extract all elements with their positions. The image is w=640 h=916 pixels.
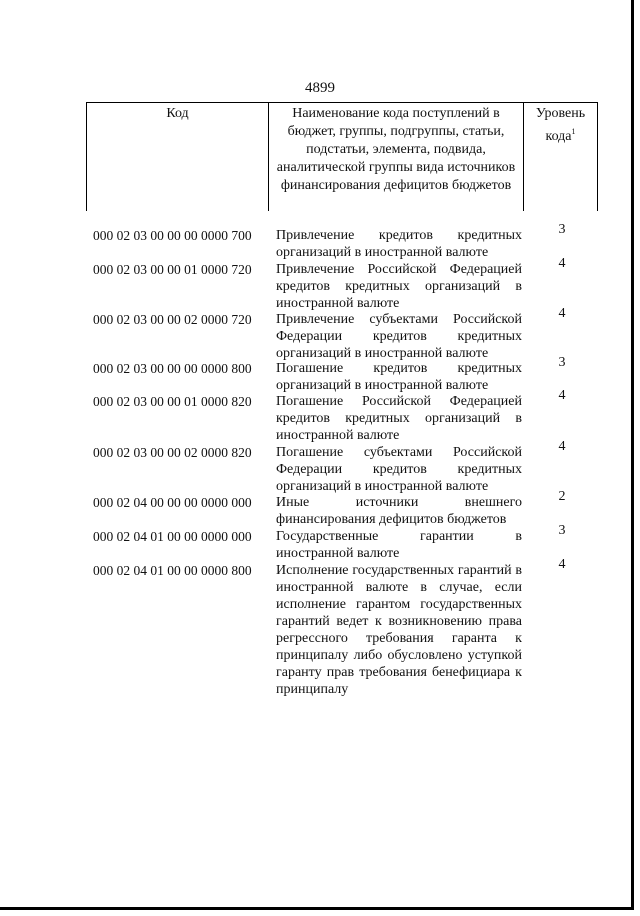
table-header xyxy=(86,102,598,210)
row-name: Погашение Российской Федерацией кредитов кредитных организаций в иностранной валюте xyxy=(276,394,522,443)
row-level: 4 xyxy=(558,256,566,271)
header-level xyxy=(523,103,598,211)
page-number: 4899 xyxy=(305,80,335,96)
header-level-label: Уровень кода xyxy=(535,106,586,144)
row-level: 4 xyxy=(558,388,566,403)
row-level: 3 xyxy=(558,355,566,370)
row-level: 4 xyxy=(558,557,566,572)
row-name: Исполнение государственных гарантий в иностранной валюте в случае, если исполнение гарантом государственных гарантий ведет к возникновению права регрессного требования гаранта к принципалу либо обусловлено уступкой гаранту прав требования бенефициара к принципалу xyxy=(276,563,522,697)
row-name: Привлечение кредитов кредитных организаций в иностранной валюте xyxy=(276,228,522,260)
header-level-footnote: 1 xyxy=(571,127,576,136)
row-level: 3 xyxy=(558,222,566,237)
row-code: 000 02 03 00 00 02 0000 820 xyxy=(93,445,252,460)
row-code: 000 02 04 01 00 00 0000 800 xyxy=(93,563,252,578)
header-code: Код xyxy=(86,103,269,211)
row-name: Погашение субъектами Российской Федерации кредитов кредитных организаций в иностранной валюте xyxy=(276,445,522,494)
row-code: 000 02 04 00 00 00 0000 000 xyxy=(93,495,252,510)
row-code: 000 02 03 00 00 00 0000 800 xyxy=(93,361,252,376)
row-name: Государственные гарантии в иностранной валюте xyxy=(276,529,522,561)
row-code: 000 02 03 00 00 02 0000 720 xyxy=(93,312,252,327)
row-name: Иные источники внешнего финансирования дефицитов бюджетов xyxy=(276,495,522,527)
row-code: 000 02 04 01 00 00 0000 000 xyxy=(93,529,252,544)
row-level: 4 xyxy=(558,306,566,321)
row-level: 4 xyxy=(558,439,566,454)
header-name: Наименование кода поступлений в бюджет, группы, подгруппы, статьи, подстатьи, элемента, подвида, аналитической группы вида источников финансирования дефицитов бюджетов xyxy=(276,106,516,193)
row-level: 2 xyxy=(558,489,566,504)
row-code: 000 02 03 00 00 01 0000 720 xyxy=(93,262,252,277)
row-name: Привлечение субъектами Российской Федерации кредитов кредитных организаций в иностранной валюте xyxy=(276,312,522,361)
row-level: 3 xyxy=(558,523,566,538)
row-name: Привлечение Российской Федерацией кредитов кредитных организаций в иностранной валюте xyxy=(276,262,522,311)
row-code: 000 02 03 00 00 00 0000 700 xyxy=(93,228,252,243)
row-code: 000 02 03 00 00 01 0000 820 xyxy=(93,394,252,409)
row-name: Погашение кредитов кредитных организаций в иностранной валюте xyxy=(276,361,522,393)
